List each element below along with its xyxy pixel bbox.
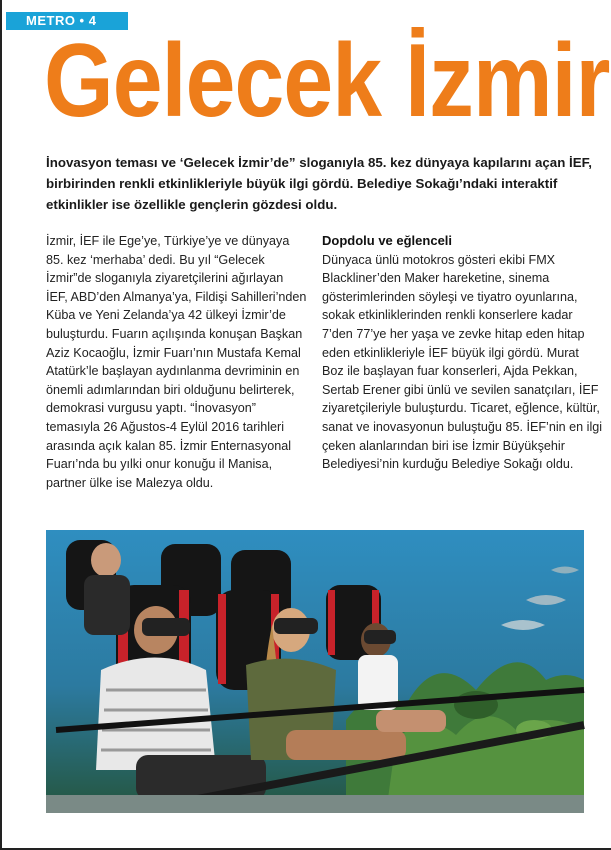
body-column-left (46, 232, 308, 492)
body-text-right: Dünyaca ünlü motokros gösteri ekibi FMX Blackliner’den Maker hareketine, sinema gösterimlerinden söyleşi ve tiyatro oyunlarına, sokak etkinliklerinden renkli konserlere kadar 7’den 77’ye her yaşa ve zevke hitap eden hitap eden etkinlikleriyle İEF büyük ilgi gördü. Murat Boz ile başlayan fuar konserleri, Ajda Pekkan, Sertab Erener gibi ünlü ve sevilen sanatçıları, İEF ziyaretçileriyle buluşturdu. Ticaret, eğlence, kültür, sanat ve inovasyonun buluştuğu 85. İEF’nin en ilgi çeken alanlarından biri ise İzmir Büyükşehir Belediyesi’nin kurduğu Belediye Sokağı oldu. (322, 252, 603, 472)
body-column-right (322, 232, 604, 474)
body-text-left: İzmir, İEF ile Ege’ye, Türkiye’ye ve dünyaya 85. kez ‘merhaba’ dedi. Bu yıl “Gelecek İzmir”de sloganıyla ziyaretçilerini ağırlayan İEF, ABD’den Almanya’ya, Fildişi Sahilleri’nden Küba ve Yeni Zelanda’ya 42 ülkeyi İzmir’de buluşturdu. Fuarın açılışında konuşan Başkan Aziz Kocaoğlu, İzmir Fuarı’nın Mustafa Kemal Atatürk’le başlayan aydınlanma devriminin en önemli adımlarından biri olduğunu belirterek, demokrasi vurgusu yaptı. “İnovasyon” temasıyla 26 Ağustos-4 Eylül 2016 tarihleri arasında açık kalan 85. İzmir Enternasyonal Fuarı’nda bu yılki onur konuğu il Manisa, partner ülke ise Malezya oldu. (46, 234, 307, 490)
section-tag: METRO • 4 (6, 12, 128, 30)
vr-simulator-photo (46, 530, 584, 813)
subheading: Dopdolu ve eğlenceli (322, 233, 453, 248)
headline: Gelecek İzmir (44, 23, 610, 139)
lead-paragraph: İnovasyon teması ve ‘Gelecek İzmir’de” sloganıyla 85. kez dünyaya kapılarını açan İEF, birbirinden renkli etkinlikleriyle büyük ilgi gördü. Belediye Sokağı’ndaki interaktif etkinlikler ise özellikle gençlerin gözdesi oldu. (46, 155, 592, 212)
